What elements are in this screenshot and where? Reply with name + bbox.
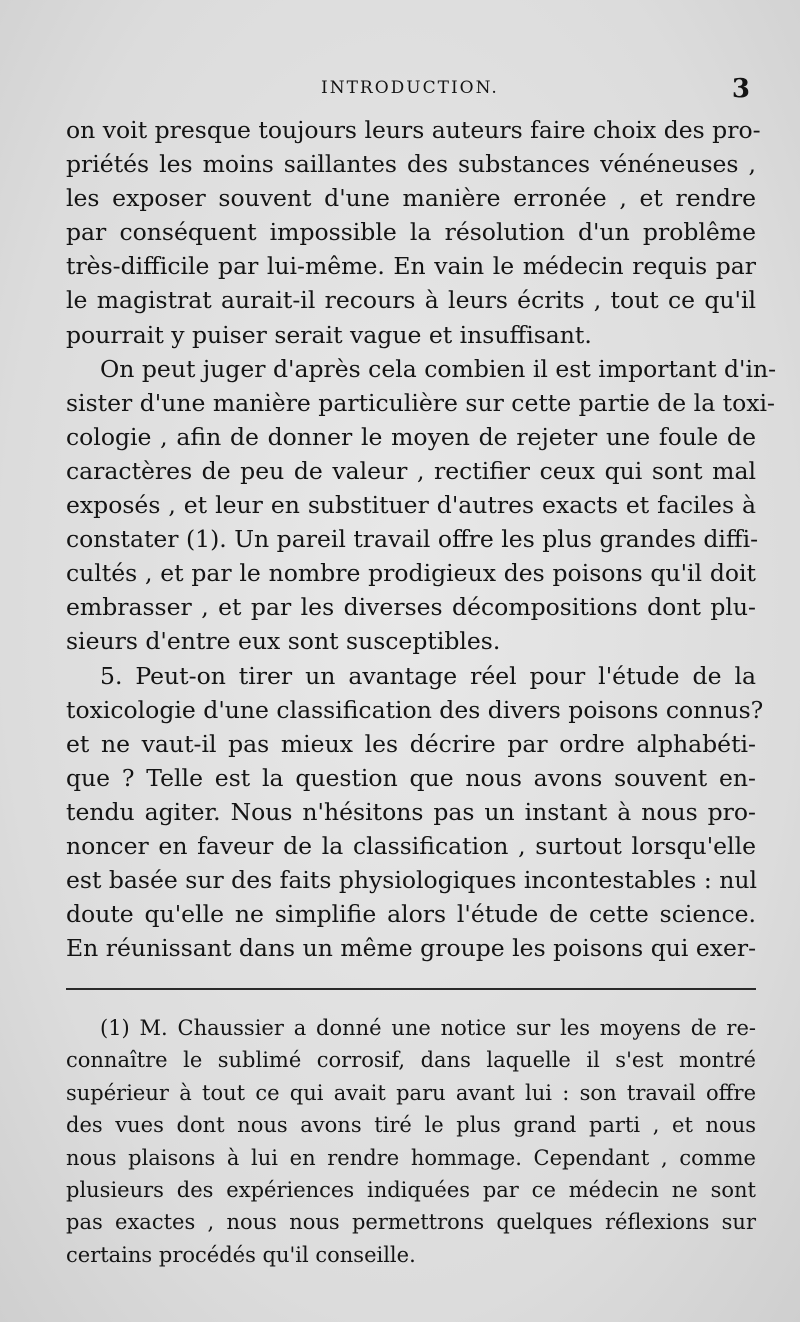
text-line: doute qu'elle ne simplifie alors l'étude de cette science. (66, 900, 756, 929)
text-line: On peut juger d'après cela combien il est important d'in- (100, 354, 777, 383)
text-line: embrasser , et par les diverses décompositions dont plu- (66, 593, 756, 622)
page-number: 3 (731, 74, 750, 104)
text-line: priétés les moins saillantes des substances vénéneuses , (66, 150, 756, 179)
text-line: et ne vaut-il pas mieux les décrire par ordre alphabéti- (66, 729, 756, 758)
text-line: par conséquent impossible la résolution d'un problême (66, 218, 756, 247)
text-line: pourrait y puiser serait vague et insuffisant. (66, 320, 592, 349)
running-header (66, 74, 756, 104)
text-line: cultés , et par le nombre prodigieux des poisons qu'il doit (66, 559, 756, 588)
text-line: sister d'une manière particulière sur cette partie de la toxi- (66, 388, 775, 417)
text-line: exposés , et leur en substituer d'autres exacts et faciles à (66, 491, 756, 520)
text-line: toxicologie d'une classification des divers poisons connus? (66, 695, 764, 724)
text-line: noncer en faveur de la classification , surtout lorsqu'elle (66, 831, 756, 860)
footnote-line: connaître le sublimé corrosif, dans laquelle il s'est montré (66, 1048, 756, 1073)
footnote-line: plusieurs des expériences indiquées par ce médecin ne sont (66, 1177, 756, 1202)
footnote-line: pas exactes , nous nous permettrons quelques réflexions sur (66, 1210, 756, 1235)
footnote-line: certains procédés qu'il conseille. (66, 1242, 416, 1267)
text-line: on voit presque toujours leurs auteurs faire choix des pro- (66, 116, 761, 144)
text-line: constater (1). Un pareil travail offre les plus grandes diffi- (66, 525, 759, 554)
text-line: sieurs d'entre eux sont susceptibles. (66, 627, 501, 656)
main-text (66, 113, 777, 965)
text-line: le magistrat aurait-il recours à leurs écrits , tout ce qu'il (66, 286, 756, 315)
text-line: est basée sur des faits physiologiques incontestables : nul (66, 866, 758, 895)
text-line: les exposer souvent d'une manière erronée , et rendre (66, 184, 756, 213)
footnote-line: (1) M. Chaussier a donné une notice sur les moyens de re- (100, 1016, 756, 1040)
text-line: En réunissant dans un même groupe les poisons qui exer- (66, 934, 757, 963)
footnote-line: supérieur à tout ce qui avait paru avant lui : son travail offre (66, 1080, 756, 1105)
footnote-line: nous plaisons à lui en rendre hommage. Cependant , comme (66, 1145, 756, 1170)
text-line: très-difficile par lui-même. En vain le médecin requis par (66, 252, 756, 281)
text-line: cologie , afin de donner le moyen de rejeter une foule de (66, 422, 756, 451)
footnote-divider (66, 988, 756, 990)
footnote-line: des vues dont nous avons tiré le plus grand parti , et nous (66, 1113, 756, 1138)
text-line: tendu agiter. Nous n'hésitons pas un instant à nous pro- (66, 797, 756, 826)
text-line: caractères de peu de valeur , rectifier ceux qui sont mal (66, 456, 756, 485)
text-line: que ? Telle est la question que nous avons souvent en- (66, 763, 756, 792)
running-title: INTRODUCTION. (321, 78, 499, 98)
footnote (66, 1012, 756, 1271)
text-line: 5. Peut-on tirer un avantage réel pour l'étude de la (100, 661, 756, 690)
